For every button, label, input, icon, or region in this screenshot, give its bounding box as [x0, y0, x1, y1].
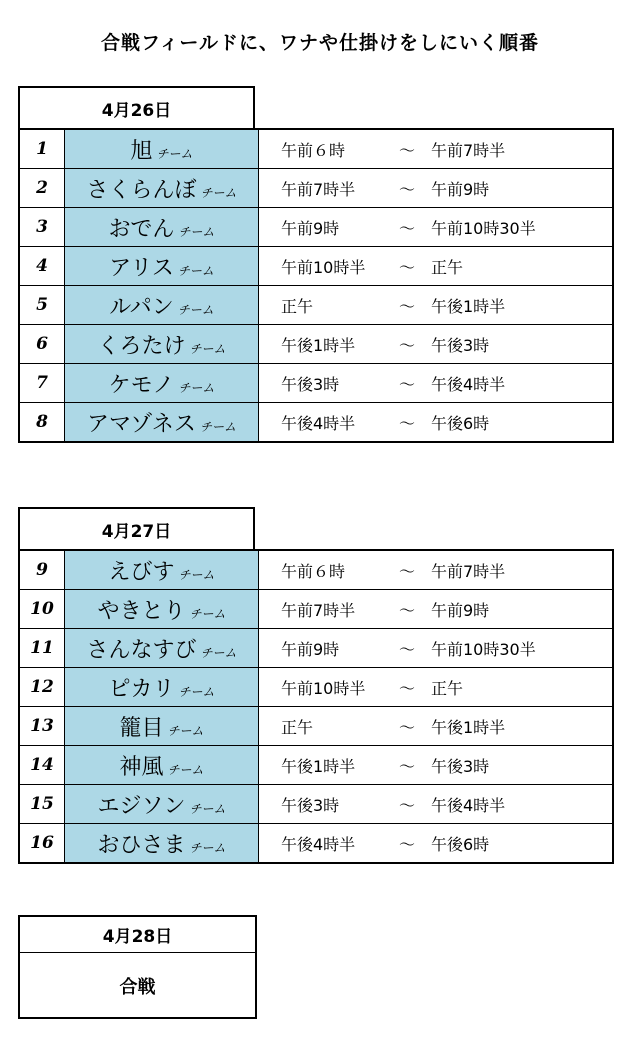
order-number: 14: [19, 746, 65, 785]
start-time: 午後1時半: [281, 335, 356, 355]
time-separator: ～: [398, 374, 415, 394]
team-name: ケモノ: [108, 372, 175, 398]
time-cell: [259, 286, 614, 325]
team-cell: [65, 169, 259, 208]
time-cell: [259, 129, 614, 169]
team-name: えびす: [108, 559, 175, 585]
order-number: 12: [19, 668, 65, 707]
schedule-table: [18, 549, 614, 864]
table-row: [19, 169, 613, 208]
start-time: 午前7時半: [281, 179, 356, 199]
order-number: 6: [19, 325, 65, 364]
team-cell: [65, 824, 259, 864]
start-time: 午後3時: [281, 795, 340, 815]
time-separator: ～: [398, 335, 415, 355]
end-time: 午後6時: [431, 413, 490, 433]
table-row: [19, 286, 613, 325]
order-number: 9: [19, 550, 65, 590]
time-cell: [259, 364, 614, 403]
end-time: 正午: [431, 257, 464, 277]
time-cell: [259, 746, 614, 785]
end-time: 午後6時: [431, 834, 490, 854]
time-separator: ～: [398, 834, 415, 854]
table-row: [19, 403, 613, 443]
team-suffix: チーム: [178, 684, 215, 699]
end-time: 午後4時半: [431, 374, 506, 394]
time-separator: ～: [398, 413, 415, 433]
team-cell: [65, 403, 259, 443]
order-number: 13: [19, 707, 65, 746]
start-time: 午前10時半: [281, 678, 366, 698]
table-row: [19, 590, 613, 629]
time-cell: [259, 169, 614, 208]
final-day-box: [18, 915, 257, 1019]
team-name: 旭: [130, 138, 153, 164]
table-row: [19, 824, 613, 864]
schedule-day-2: [18, 507, 614, 864]
day-date: 4月26日: [18, 86, 255, 128]
table-row: [19, 707, 613, 746]
day-date: 4月27日: [18, 507, 255, 549]
team-suffix: チーム: [177, 302, 214, 317]
time-separator: ～: [398, 257, 415, 277]
team-name: ピカリ: [108, 676, 175, 702]
time-cell: [259, 629, 614, 668]
team-cell: [65, 325, 259, 364]
page-title: 合戦フィールドに、ワナや仕掛けをしにいく順番: [100, 32, 540, 54]
start-time: 午前7時半: [281, 600, 356, 620]
team-cell: [65, 785, 259, 824]
order-number: 5: [19, 286, 65, 325]
team-name: アマゾネス: [87, 411, 196, 437]
time-cell: [259, 785, 614, 824]
team-suffix: チーム: [167, 762, 204, 777]
end-time: 午前9時: [431, 600, 490, 620]
team-cell: [65, 208, 259, 247]
time-cell: [259, 590, 614, 629]
team-suffix: チーム: [200, 645, 237, 660]
time-separator: ～: [398, 179, 415, 199]
team-name: おでん: [108, 216, 175, 242]
team-cell: [65, 746, 259, 785]
time-separator: ～: [398, 678, 415, 698]
table-row: [19, 746, 613, 785]
table-row: [19, 208, 613, 247]
team-suffix: チーム: [177, 263, 214, 278]
time-separator: ～: [398, 561, 415, 581]
table-row: [19, 550, 613, 590]
end-time: 午前7時半: [431, 140, 506, 160]
end-time: 午前10時30半: [431, 639, 536, 659]
team-name: おひさま: [97, 832, 186, 858]
team-name: やきとり: [97, 598, 186, 624]
team-cell: [65, 590, 259, 629]
team-name: 神風: [119, 754, 164, 780]
team-cell: [65, 707, 259, 746]
team-suffix: チーム: [178, 224, 215, 239]
team-suffix: チーム: [189, 840, 226, 855]
team-name: ルパン: [109, 294, 174, 320]
table-row: [19, 668, 613, 707]
order-number: 16: [19, 824, 65, 864]
order-number: 7: [19, 364, 65, 403]
schedule-table: [18, 128, 614, 443]
end-time: 午前7時半: [431, 561, 506, 581]
end-time: 午前10時30半: [431, 218, 536, 238]
time-cell: [259, 325, 614, 364]
end-time: 午後1時半: [431, 296, 506, 316]
table-row: [19, 785, 613, 824]
schedule-day-1: [18, 86, 614, 443]
team-name: さんなすび: [86, 637, 197, 663]
team-name: エジソン: [97, 793, 186, 819]
table-row: [19, 629, 613, 668]
end-time: 正午: [431, 678, 464, 698]
end-time: 午後1時半: [431, 717, 506, 737]
team-suffix: チーム: [178, 380, 215, 395]
team-suffix: チーム: [189, 606, 226, 621]
start-time: 午前６時: [281, 140, 346, 160]
team-suffix: チーム: [199, 419, 236, 434]
team-name: くろたけ: [97, 333, 186, 359]
start-time: 午後4時半: [281, 834, 356, 854]
team-cell: [65, 550, 259, 590]
start-time: 正午: [281, 717, 314, 737]
time-cell: [259, 707, 614, 746]
team-name: 籠目: [119, 715, 164, 741]
team-cell: [65, 286, 259, 325]
final-day-date: 4月28日: [20, 917, 255, 953]
end-time: 午後4時半: [431, 795, 506, 815]
start-time: 午後4時半: [281, 413, 356, 433]
time-separator: ～: [398, 296, 415, 316]
team-name: さくらんぼ: [86, 177, 197, 203]
time-separator: ～: [398, 600, 415, 620]
table-row: [19, 325, 613, 364]
start-time: 午後1時半: [281, 756, 356, 776]
team-cell: [65, 364, 259, 403]
order-number: 3: [19, 208, 65, 247]
time-separator: ～: [398, 756, 415, 776]
start-time: 午前9時: [281, 218, 340, 238]
start-time: 午前10時半: [281, 257, 366, 277]
table-row: [19, 364, 613, 403]
time-separator: ～: [398, 717, 415, 737]
time-separator: ～: [398, 795, 415, 815]
order-number: 10: [19, 590, 65, 629]
end-time: 午後3時: [431, 335, 490, 355]
order-number: 4: [19, 247, 65, 286]
final-day-event: 合戦: [119, 977, 156, 998]
end-time: 午前9時: [431, 179, 490, 199]
start-time: 午前9時: [281, 639, 340, 659]
team-cell: [65, 129, 259, 169]
team-suffix: チーム: [156, 146, 193, 161]
team-suffix: チーム: [200, 185, 237, 200]
time-cell: [259, 668, 614, 707]
team-cell: [65, 668, 259, 707]
time-cell: [259, 247, 614, 286]
time-cell: [259, 824, 614, 864]
time-cell: [259, 550, 614, 590]
time-separator: ～: [398, 140, 415, 160]
start-time: 正午: [281, 296, 314, 316]
time-cell: [259, 208, 614, 247]
team-cell: [65, 247, 259, 286]
order-number: 8: [19, 403, 65, 443]
order-number: 15: [19, 785, 65, 824]
time-cell: [259, 403, 614, 443]
table-row: [19, 129, 613, 169]
end-time: 午後3時: [431, 756, 490, 776]
team-suffix: チーム: [189, 341, 226, 356]
order-number: 1: [19, 129, 65, 169]
time-separator: ～: [398, 639, 415, 659]
team-suffix: チーム: [178, 567, 215, 582]
team-name: アリス: [109, 255, 174, 281]
start-time: 午後3時: [281, 374, 340, 394]
order-number: 11: [19, 629, 65, 668]
team-cell: [65, 629, 259, 668]
table-row: [19, 247, 613, 286]
team-suffix: チーム: [167, 723, 204, 738]
order-number: 2: [19, 169, 65, 208]
start-time: 午前６時: [281, 561, 346, 581]
time-separator: ～: [398, 218, 415, 238]
team-suffix: チーム: [189, 801, 226, 816]
